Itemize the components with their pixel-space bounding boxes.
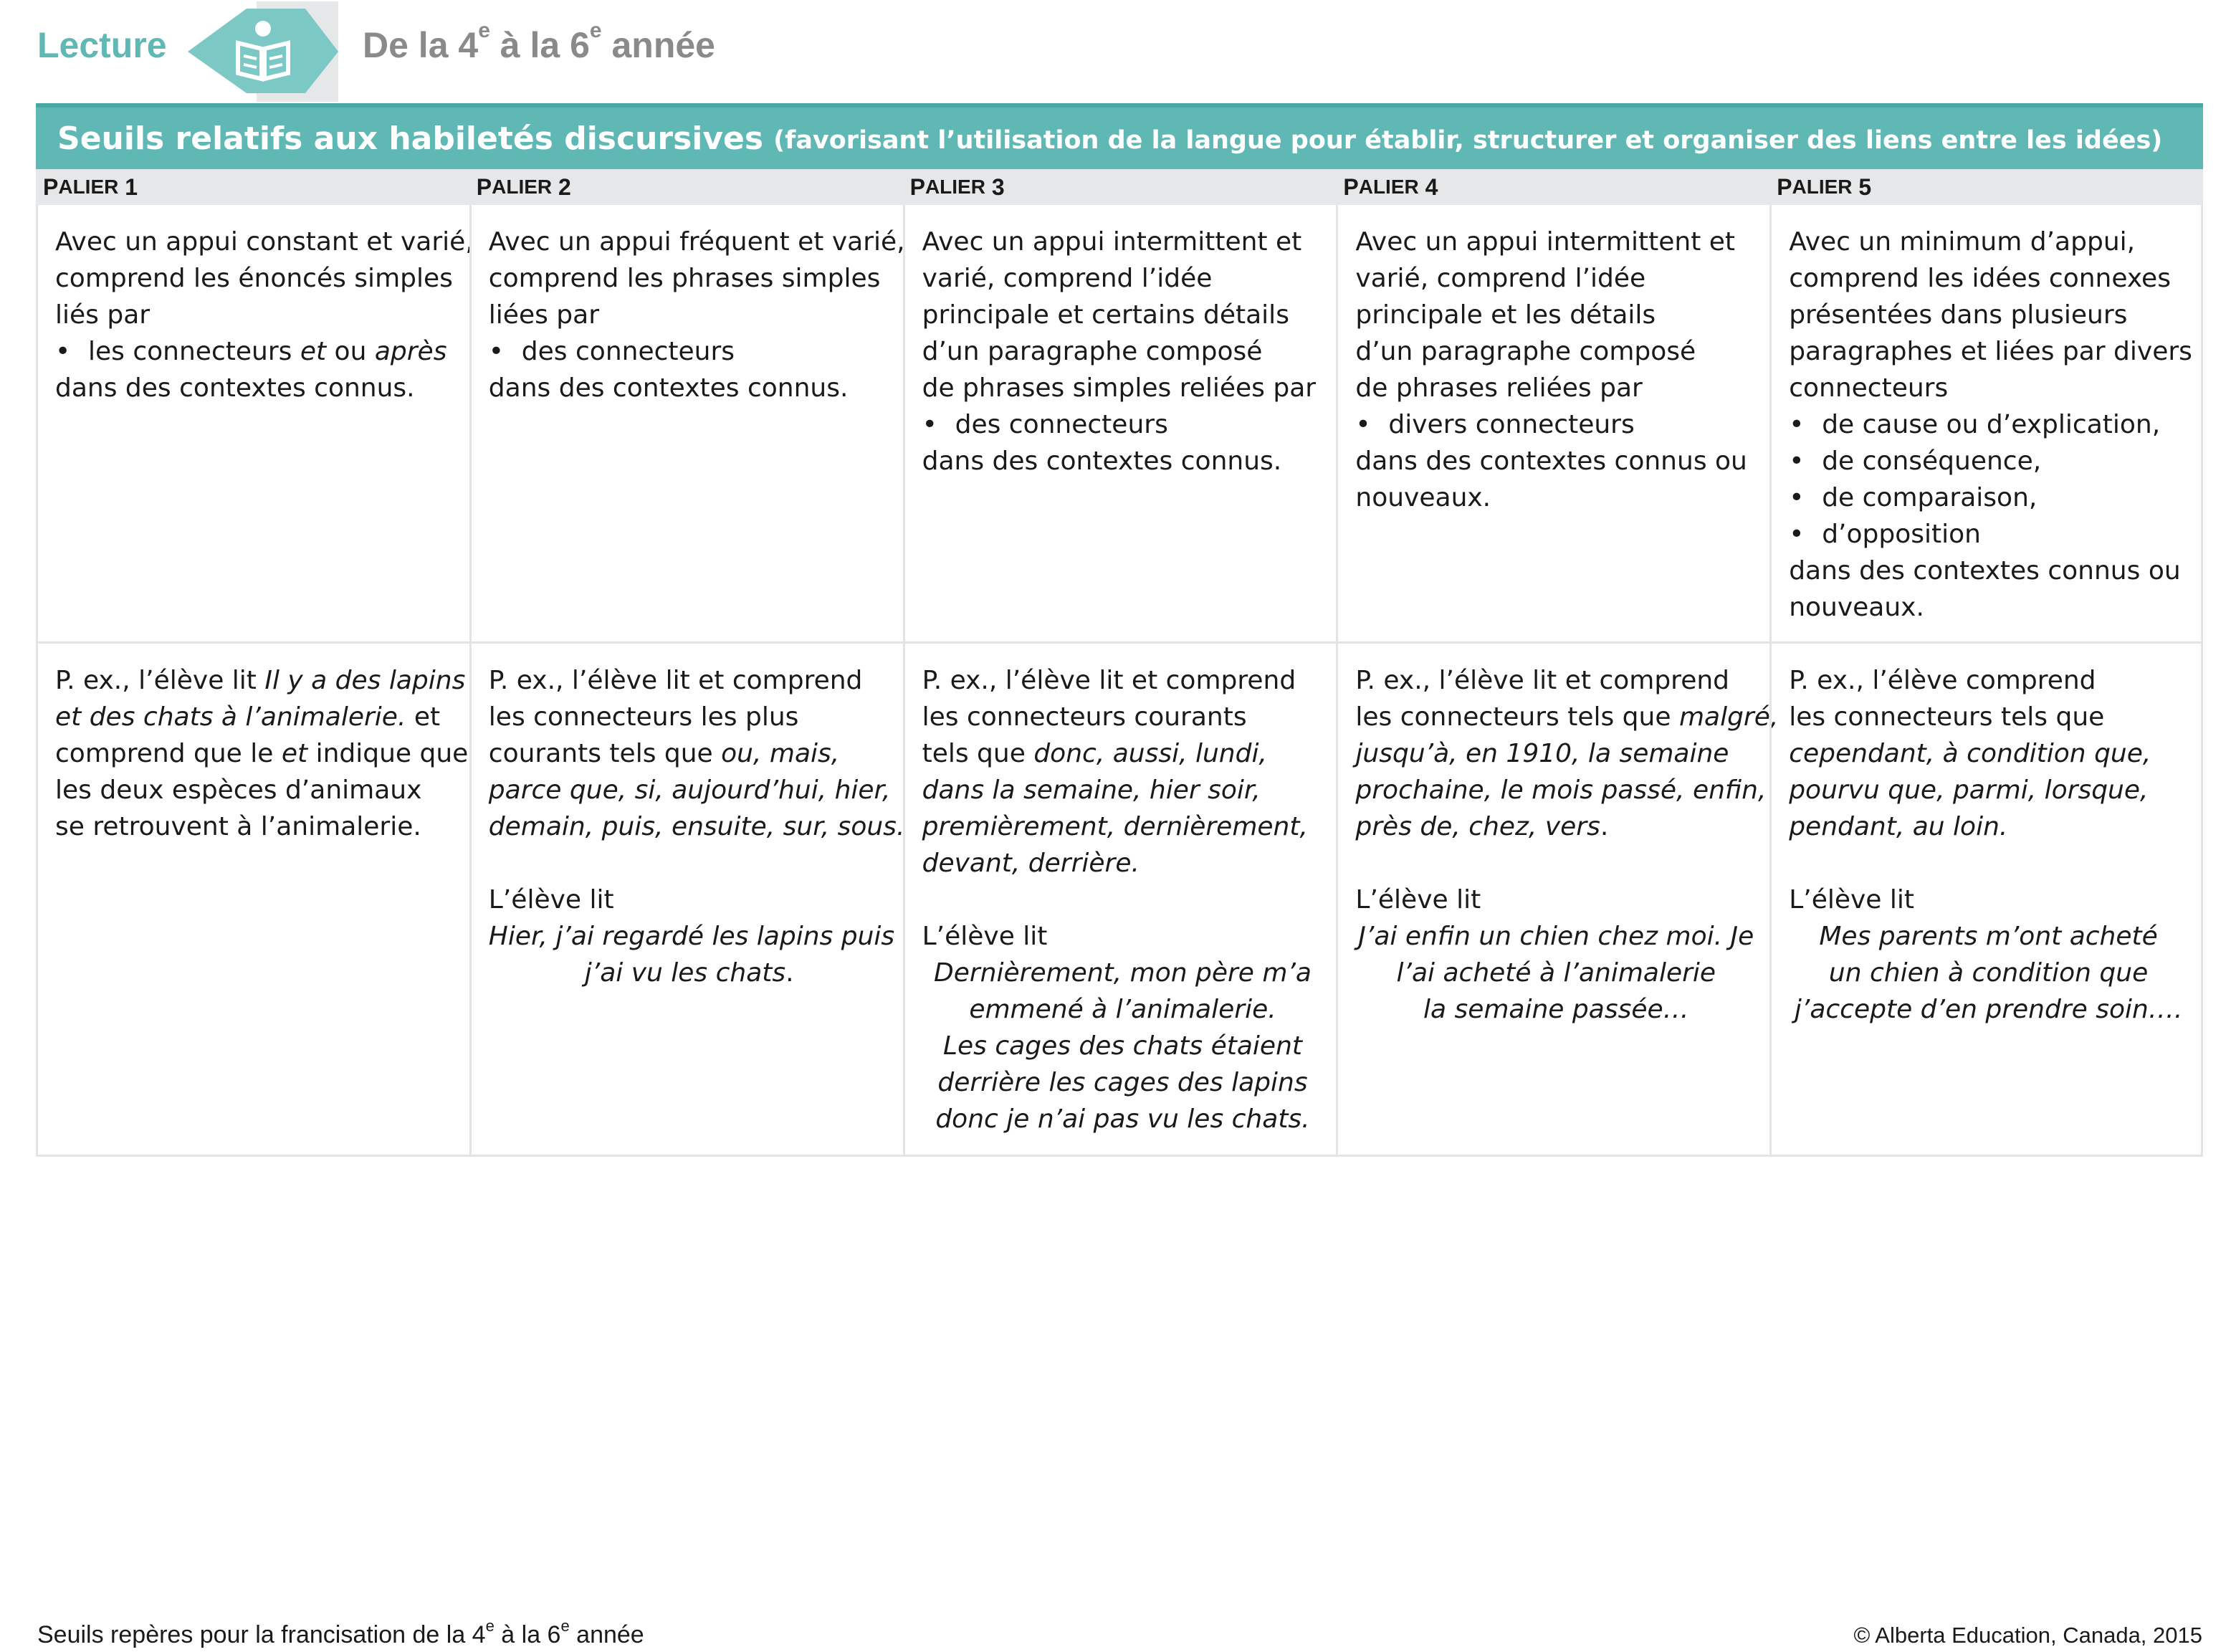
descriptor-cell-2: Avec un appui fréquent et varié, comprend les phrases simples liées par • des connecteurs dans des contextes connus. — [469, 205, 903, 641]
example-quote: un chien à condition que — [1828, 958, 2149, 988]
level-header-4: P ALIER 4 — [1343, 173, 1438, 200]
example-quote: Mes parents m’ont acheté — [1819, 922, 2158, 951]
level-header-1: P ALIER 1 — [43, 173, 138, 200]
bullet-item: • des connecteurs — [922, 406, 1324, 443]
example-cell-2: P. ex., l’élève lit et comprend les connecteurs les plus courants tels que ou, mais, parce que, si, aujourd’hui, hier, demain, puis, ensuite, sur, sous. L’élève lit Hier, j’ai regardé les lapins puis j’ai vu les chats. — [469, 644, 903, 1155]
bullet-item: • de conséquence, — [1789, 443, 2188, 479]
level-header-2: P ALIER 2 — [476, 173, 571, 200]
benchmark-table — [36, 103, 2203, 1157]
footer-document-title: Seuils repères pour la francisation de la 4e à la 6e année — [37, 1617, 644, 1648]
bullet-item: • les connecteurs et ou après — [55, 333, 457, 370]
example-quote: Les cages des chats étaient — [942, 1031, 1303, 1061]
example-quote: derrière les cages des lapins — [937, 1068, 1308, 1097]
bullet-item: • de cause ou d’explication, — [1789, 406, 2188, 443]
descriptor-cell-5: Avec un minimum d’appui, comprend les idées connexes présentées dans plusieurs paragraphes et liées par divers connecteurs • de cause ou d’explication, • de conséquence, • de comparaison, • d’opposition dans des contextes connus ou nouveaux. — [1769, 205, 2203, 641]
example-quote: l’ai acheté à l’animalerie — [1396, 958, 1716, 988]
level-header-3: P ALIER 3 — [909, 173, 1005, 200]
bullet-item: • des connecteurs — [489, 333, 890, 370]
example-cell-3: P. ex., l’élève lit et comprend les connecteurs courants tels que donc, aussi, lundi, dans la semaine, hier soir, premièrement, dernièrement, devant, derrière. L’élève lit Dernièrement, mon père m’a emmené à l’animalerie. Les cages des chats étaient derrière les cages des lapins donc je n’ai pas vu les chats. — [903, 644, 1337, 1155]
example-quote: la semaine passée… — [1423, 995, 1689, 1024]
example-quote: J’ai enfin un chien chez moi. Je — [1358, 922, 1754, 951]
example-cell-4: P. ex., l’élève lit et comprend les connecteurs tels que malgré, jusqu’à, en 1910, la semaine prochaine, le mois passé, enfin, près de, chez, vers. L’élève lit J’ai enfin un chien chez moi. Je l’ai acheté à l’animalerie la semaine passée… — [1336, 644, 1769, 1155]
bullet-item: • d’opposition — [1789, 516, 2188, 553]
table-title-band — [36, 103, 2203, 169]
footer-copyright: © Alberta Education, Canada, 2015 — [1853, 1623, 2202, 1648]
example-quote: j’accepte d’en prendre soin…. — [1794, 995, 2183, 1024]
example-quote: Dernièrement, mon père m’a — [934, 958, 1312, 988]
grade-range: De la 4e à la 6e année — [363, 19, 715, 65]
descriptor-cell-1: Avec un appui constant et varié, comprend les énoncés simples liés par • les connecteurs et ou après dans des contextes connus. — [36, 205, 469, 641]
reading-book-icon — [188, 1, 338, 102]
example-quote: donc je n’ai pas vu les chats. — [935, 1104, 1310, 1134]
section-title: Lecture — [37, 25, 167, 65]
example-quote: Hier, j’ai regardé les lapins puis — [488, 922, 895, 951]
example-quote: j’ai vu les chats. — [584, 958, 794, 988]
example-quote: emmené à l’animalerie. — [969, 995, 1276, 1024]
level-header-5: P ALIER 5 — [1777, 173, 1872, 200]
bullet-item: • de comparaison, — [1789, 479, 2188, 516]
example-cell-5: P. ex., l’élève comprend les connecteurs tels que cependant, à condition que, pourvu que, parmi, lorsque, pendant, au loin. L’élève lit Mes parents m’ont acheté un chien à condition que j’accepte d’en prendre soin…. — [1769, 644, 2203, 1155]
table-title: Seuils relatifs aux habiletés discursives — [57, 120, 764, 157]
example-cell-1: P. ex., l’élève lit Il y a des lapins et des chats à l’animalerie. et comprend que le et indique que les deux espèces d’animaux se retrouvent à l’animalerie. — [36, 644, 469, 1155]
example-row — [36, 644, 2203, 1157]
descriptor-row — [36, 205, 2203, 644]
table-subtitle: (favorisant l’utilisation de la langue pour établir, structurer et organiser des liens entre les idées) — [773, 126, 2163, 155]
bullet-item: • divers connecteurs — [1355, 406, 1757, 443]
descriptor-cell-3: Avec un appui intermittent et varié, comprend l’idée principale et certains détails d’un paragraphe composé de phrases simples reliées par • des connecteurs dans des contextes connus. — [903, 205, 1337, 641]
descriptor-cell-4: Avec un appui intermittent et varié, comprend l’idée principale et les détails d’un paragraphe composé de phrases reliées par • divers connecteurs dans des contextes connus ou nouveaux. — [1336, 205, 1769, 641]
level-header-row — [36, 169, 2203, 205]
